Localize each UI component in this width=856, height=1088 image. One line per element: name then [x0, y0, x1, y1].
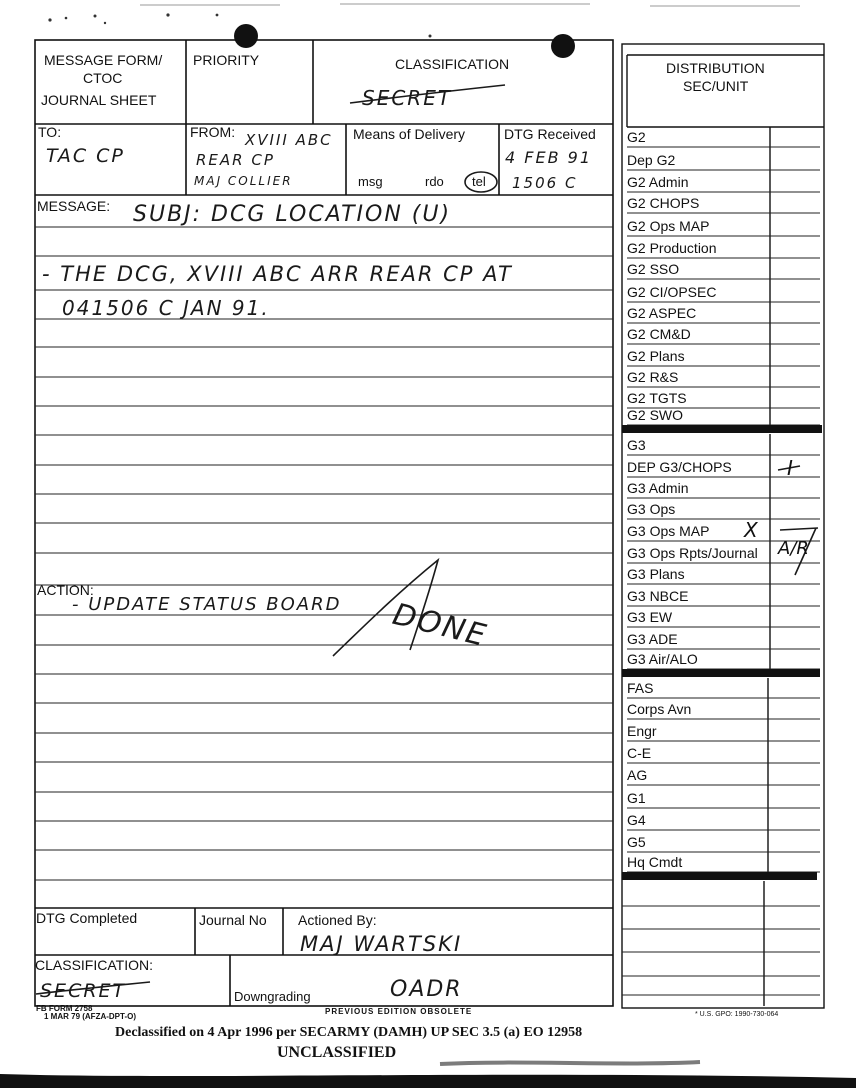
distribution-item: FAS [627, 680, 654, 696]
classification-bottom-value: SECRET [40, 980, 127, 1002]
distribution-item: G3 Ops MAP [627, 523, 710, 539]
distribution-item: G2 CI/OPSEC [627, 284, 717, 300]
distribution-item: G1 [627, 790, 646, 806]
form-number-2: 1 MAR 79 (AFZA-DPT-O) [44, 1012, 136, 1021]
classification-value: SECRET [362, 86, 453, 110]
distribution-item: G5 [627, 834, 646, 850]
distribution-item: G3 ADE [627, 631, 678, 647]
mark-dep-g3-chops: I [787, 456, 793, 480]
classification-label: CLASSIFICATION [395, 56, 510, 72]
action-value: - UPDATE STATUS BOARD [72, 594, 342, 615]
distribution-item: G2 ASPEC [627, 305, 697, 321]
distribution-item: DEP G3/CHOPS [627, 459, 732, 475]
gpo-note: * U.S. GPO: 1990-730-064 [695, 1011, 779, 1018]
distribution-item: G3 [627, 437, 646, 453]
form-title-line2: CTOC [83, 70, 123, 86]
distribution-item: Hq Cmdt [627, 854, 683, 870]
distribution-item: Engr [627, 723, 657, 739]
distribution-item: AG [627, 767, 648, 783]
dtg-received-time: 1506 C [512, 174, 578, 192]
action-label: ACTION: [37, 582, 94, 598]
message-label: MESSAGE: [37, 198, 111, 214]
mark-g3-ops-rpts: A/R [778, 538, 809, 559]
distribution-item: G3 Air/ALO [627, 651, 698, 667]
distribution-item: G2 Production [627, 240, 717, 256]
delivery-label: Means of Delivery [353, 126, 466, 142]
from-value-1: XVIII ABC [245, 131, 333, 149]
downgrading-value: OADR [390, 977, 463, 1002]
distribution-header-2: SEC/UNIT [683, 78, 749, 94]
delivery-msg: msg [358, 174, 383, 189]
form-title-line1: MESSAGE FORM/ [44, 52, 163, 68]
message-line-2: 041506 C JAN 91. [62, 296, 270, 320]
distribution-item: G2 [627, 129, 646, 145]
dtg-completed-label: DTG Completed [36, 910, 138, 926]
distribution-item: G3 Plans [627, 566, 685, 582]
to-value: TAC CP [46, 145, 125, 167]
distribution-item: G2 R&S [627, 369, 679, 385]
declassified-note: Declassified on 4 Apr 1996 per SECARMY (DAMH) UP SEC 3.5 (a) EO 12958 [115, 1025, 583, 1040]
classification-bottom-label: CLASSIFICATION: [35, 957, 153, 973]
distribution-item: G3 Ops Rpts/Journal [627, 545, 758, 561]
distribution-item: G2 SSO [627, 261, 680, 277]
priority-label: PRIORITY [193, 52, 260, 68]
punch-hole-left [234, 24, 258, 48]
dtg-received-label: DTG Received [504, 126, 596, 142]
from-value-2: REAR CP [196, 151, 275, 169]
from-value-3: MAJ COLLIER [194, 174, 293, 188]
distribution-item: C-E [627, 745, 652, 761]
to-label: TO: [38, 124, 62, 140]
journal-no-label: Journal No [199, 912, 267, 928]
distribution-item: G2 TGTS [627, 390, 687, 406]
mark-g3-ops-map: X [744, 518, 758, 542]
message-subject: SUBJ: DCG LOCATION (U) [133, 202, 452, 227]
form-title-line3: JOURNAL SHEET [41, 92, 157, 108]
distribution-item: G3 NBCE [627, 588, 689, 604]
actioned-by-value: MAJ WARTSKI [300, 932, 463, 956]
actioned-by-label: Actioned By: [298, 912, 377, 928]
downgrading-label: Downgrading [234, 989, 311, 1004]
action-signature: DONE [389, 596, 491, 655]
distribution-item: G2 Admin [627, 174, 689, 190]
distribution-item: G2 SWO [627, 407, 684, 423]
delivery-tel: tel [472, 174, 486, 189]
delivery-rdo: rdo [425, 174, 444, 189]
unclassified-marking: UNCLASSIFIED [277, 1044, 397, 1061]
distribution-item: G3 Admin [627, 480, 689, 496]
message-line-1: - THE DCG, XVIII ABC ARR REAR CP AT [42, 262, 513, 286]
distribution-item: Dep G2 [627, 152, 676, 168]
distribution-item: G3 EW [627, 609, 673, 625]
distribution-item: G3 Ops [627, 501, 676, 517]
distribution-item: G4 [627, 812, 646, 828]
distribution-header-1: DISTRIBUTION [666, 60, 765, 76]
previous-edition-note: PREVIOUS EDITION OBSOLETE [325, 1007, 473, 1016]
distribution-item: Corps Avn [627, 701, 692, 717]
distribution-item: G2 Plans [627, 348, 685, 364]
distribution-item: G2 Ops MAP [627, 218, 710, 234]
distribution-item: G2 CM&D [627, 326, 691, 342]
form-number-1: FB FORM 2758 [36, 1004, 93, 1013]
distribution-item: G2 CHOPS [627, 195, 700, 211]
dtg-received-date: 4 FEB 91 [505, 148, 592, 167]
punch-hole-right [551, 34, 575, 58]
from-label: FROM: [190, 124, 236, 140]
